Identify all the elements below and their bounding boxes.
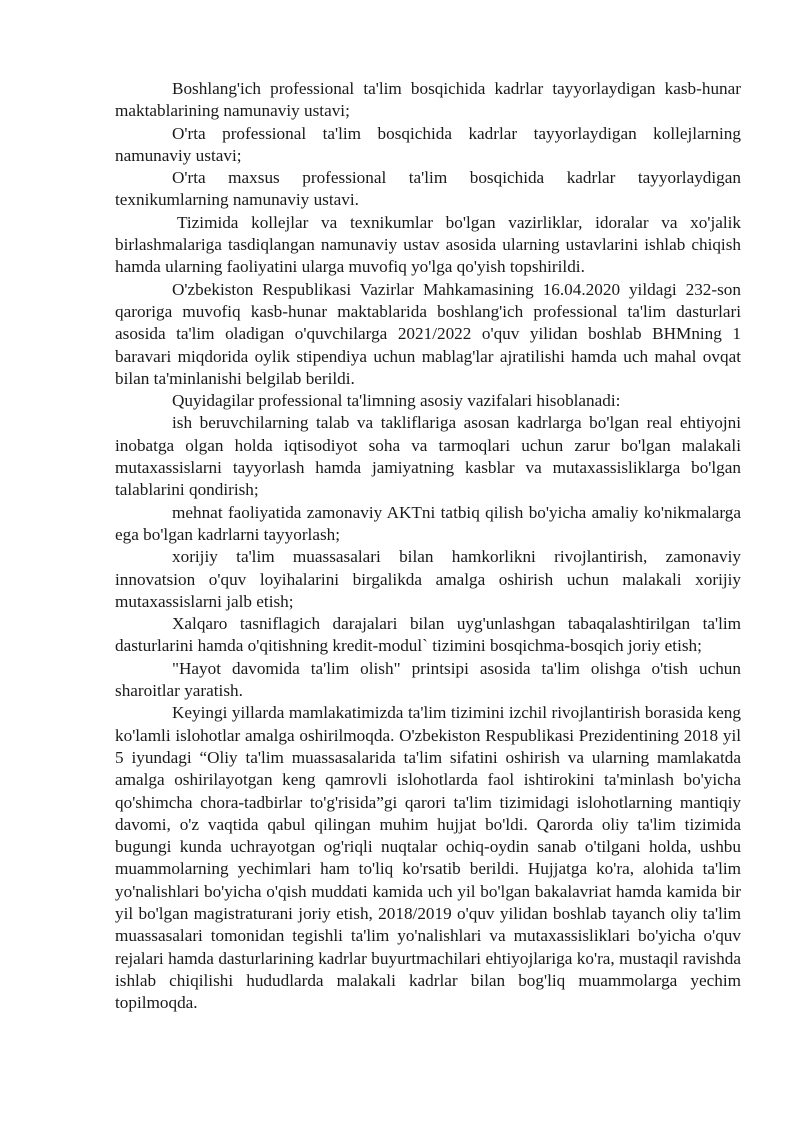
paragraph-oliy-talim-islohotlari: Keyingi yillarda mamlakatimizda ta'lim tizimini izchil rivojlantirish borasida keng ko'lamli islohotlar amalga oshirilmoqda. O'zbekiston Respublikasi Prezidentining 2018 yil 5 iyundagi “Oliy ta'lim muassasalarida ta'lim sifatini oshirish va ularning mamlakatda amalga oshirilayotgan keng qamrovli islohotlarda faol ishtirokini ta'minlash bo'yicha qo'shimcha chora-tadbirlar to'g'risida”gi qarori ta'lim tizimidagi islohotlarning mantiqiy davomi, o'z vaqtida qabul qilingan muhim hujjat bo'ldi. Qarorda oliy ta'lim tizimida bugungi kunda uchrayotgan og'riqli nuqtalar ochiq-oydin sanab o'tilgani holda, ushbu muammolarning yechimlari ham to'liq ko'rsatib berildi. Hujjatga ko'ra, alohida ta'lim yo'nalishlari bo'yicha o'qish muddati kamida uch yil bo'lgan bakalavriat hamda kamida bir yil bo'lgan magistraturani joriy etish, 2018/2019 o'quv yilidan boshlab tayanch oliy ta'lim muassasalari tomonidan tegishli ta'lim yo'nalishlari va mutaxassisliklari bo'yicha o'quv rejalari hamda dasturlarining kadrlar buyurtmachilari ehtiyojlariga ko'ra, mustaqil ravishda ishlab chiqilishi hududlarda malakali kadrlar bilan bog'liq muammolarga yechim topilmoqda. xyxy=(115,703,741,1013)
paragraph-asosiy-vazifalar-heading: Quyidagilar professional ta'limning asosiy vazifalari hisoblanadi: xyxy=(172,391,621,411)
paragraph-kasb-hunar-ustavi: Boshlang'ich professional ta'lim bosqichida kadrlar tayyorlaydigan kasb-hunar maktablarining namunaviy ustavi; xyxy=(115,79,741,121)
paragraph-vazifa-kredit-modul: Xalqaro tasniflagich darajalari bilan uyg'unlashgan tabaqalashtirilgan ta'lim dasturlarini hamda o'qitishning kredit-modul` tizimini bosqichma-bosqich joriy etish; xyxy=(115,614,741,656)
paragraph-vazifa-hayot-davomida: "Hayot davomida ta'lim olish" printsipi asosida ta'lim olishga o'tish uchun sharoitlar yaratish. xyxy=(115,658,741,701)
paragraph-vazirlar-mahkamasi-qarori: O'zbekiston Respublikasi Vazirlar Mahkamasining 16.04.2020 yildagi 232-son qaroriga muvofiq kasb-hunar maktablarida boshlang'ich professional ta'lim dasturlari asosida ta'lim oladigan o'quvchilarga 2021/2022 o'quv yilidan boshlab BHMning 1 baravari miqdorida oylik stipendiya uchun mablag'lar ajratilishi hamda uch mahal ovqat bilan ta'minlanishi belgilab berildi. xyxy=(115,279,741,388)
paragraph-vazirliklar-topshiriq: Tizimida kollejlar va texnikumlar bo'lgan vazirliklar, idoralar va xo'jalik birlashmalariga tasdiqlangan namunaviy ustav asosida ularning ustavlarini ishlab chiqish hamda ularning faoliyatini ularga muvofiq yo'lga qo'yish topshirildi. xyxy=(115,212,741,277)
paragraph-kollej-ustavi: O'rta professional ta'lim bosqichida kadrlar tayyorlaydigan kollejlarning namunaviy ustavi; xyxy=(115,123,741,165)
paragraph-vazifa-mutaxassislar: ish beruvchilarning talab va takliflariga asosan kadrlarga bo'lgan real ehtiyojni inobatga olgan holda iqtisodiyot soha va tarmoqlari uchun zarur bo'lgan malakali mutaxassislarni tayyorlash hamda jamiyatning kasblar va mutaxassisliklarga bo'lgan talablarini qondirish; xyxy=(115,413,741,500)
paragraph-texnikum-ustavi: O'rta maxsus professional ta'lim bosqichida kadrlar tayyorlaydigan texnikumlarning namunaviy ustavi. xyxy=(115,168,741,210)
paragraph-vazifa-xorijiy-hamkorlik: xorijiy ta'lim muassasalari bilan hamkorlikni rivojlantirish, zamonaviy innovatsion o'quv loyihalarini birgalikda amalga oshirish uchun malakali xorijiy mutaxassislarni jalb etish; xyxy=(115,547,741,611)
document-page xyxy=(115,78,741,1014)
paragraph-vazifa-akt: mehnat faoliyatida zamonaviy AKTni tatbiq qilish bo'yicha amaliy ko'nikmalarga ega bo'lgan kadrlarni tayyorlash; xyxy=(115,502,741,544)
